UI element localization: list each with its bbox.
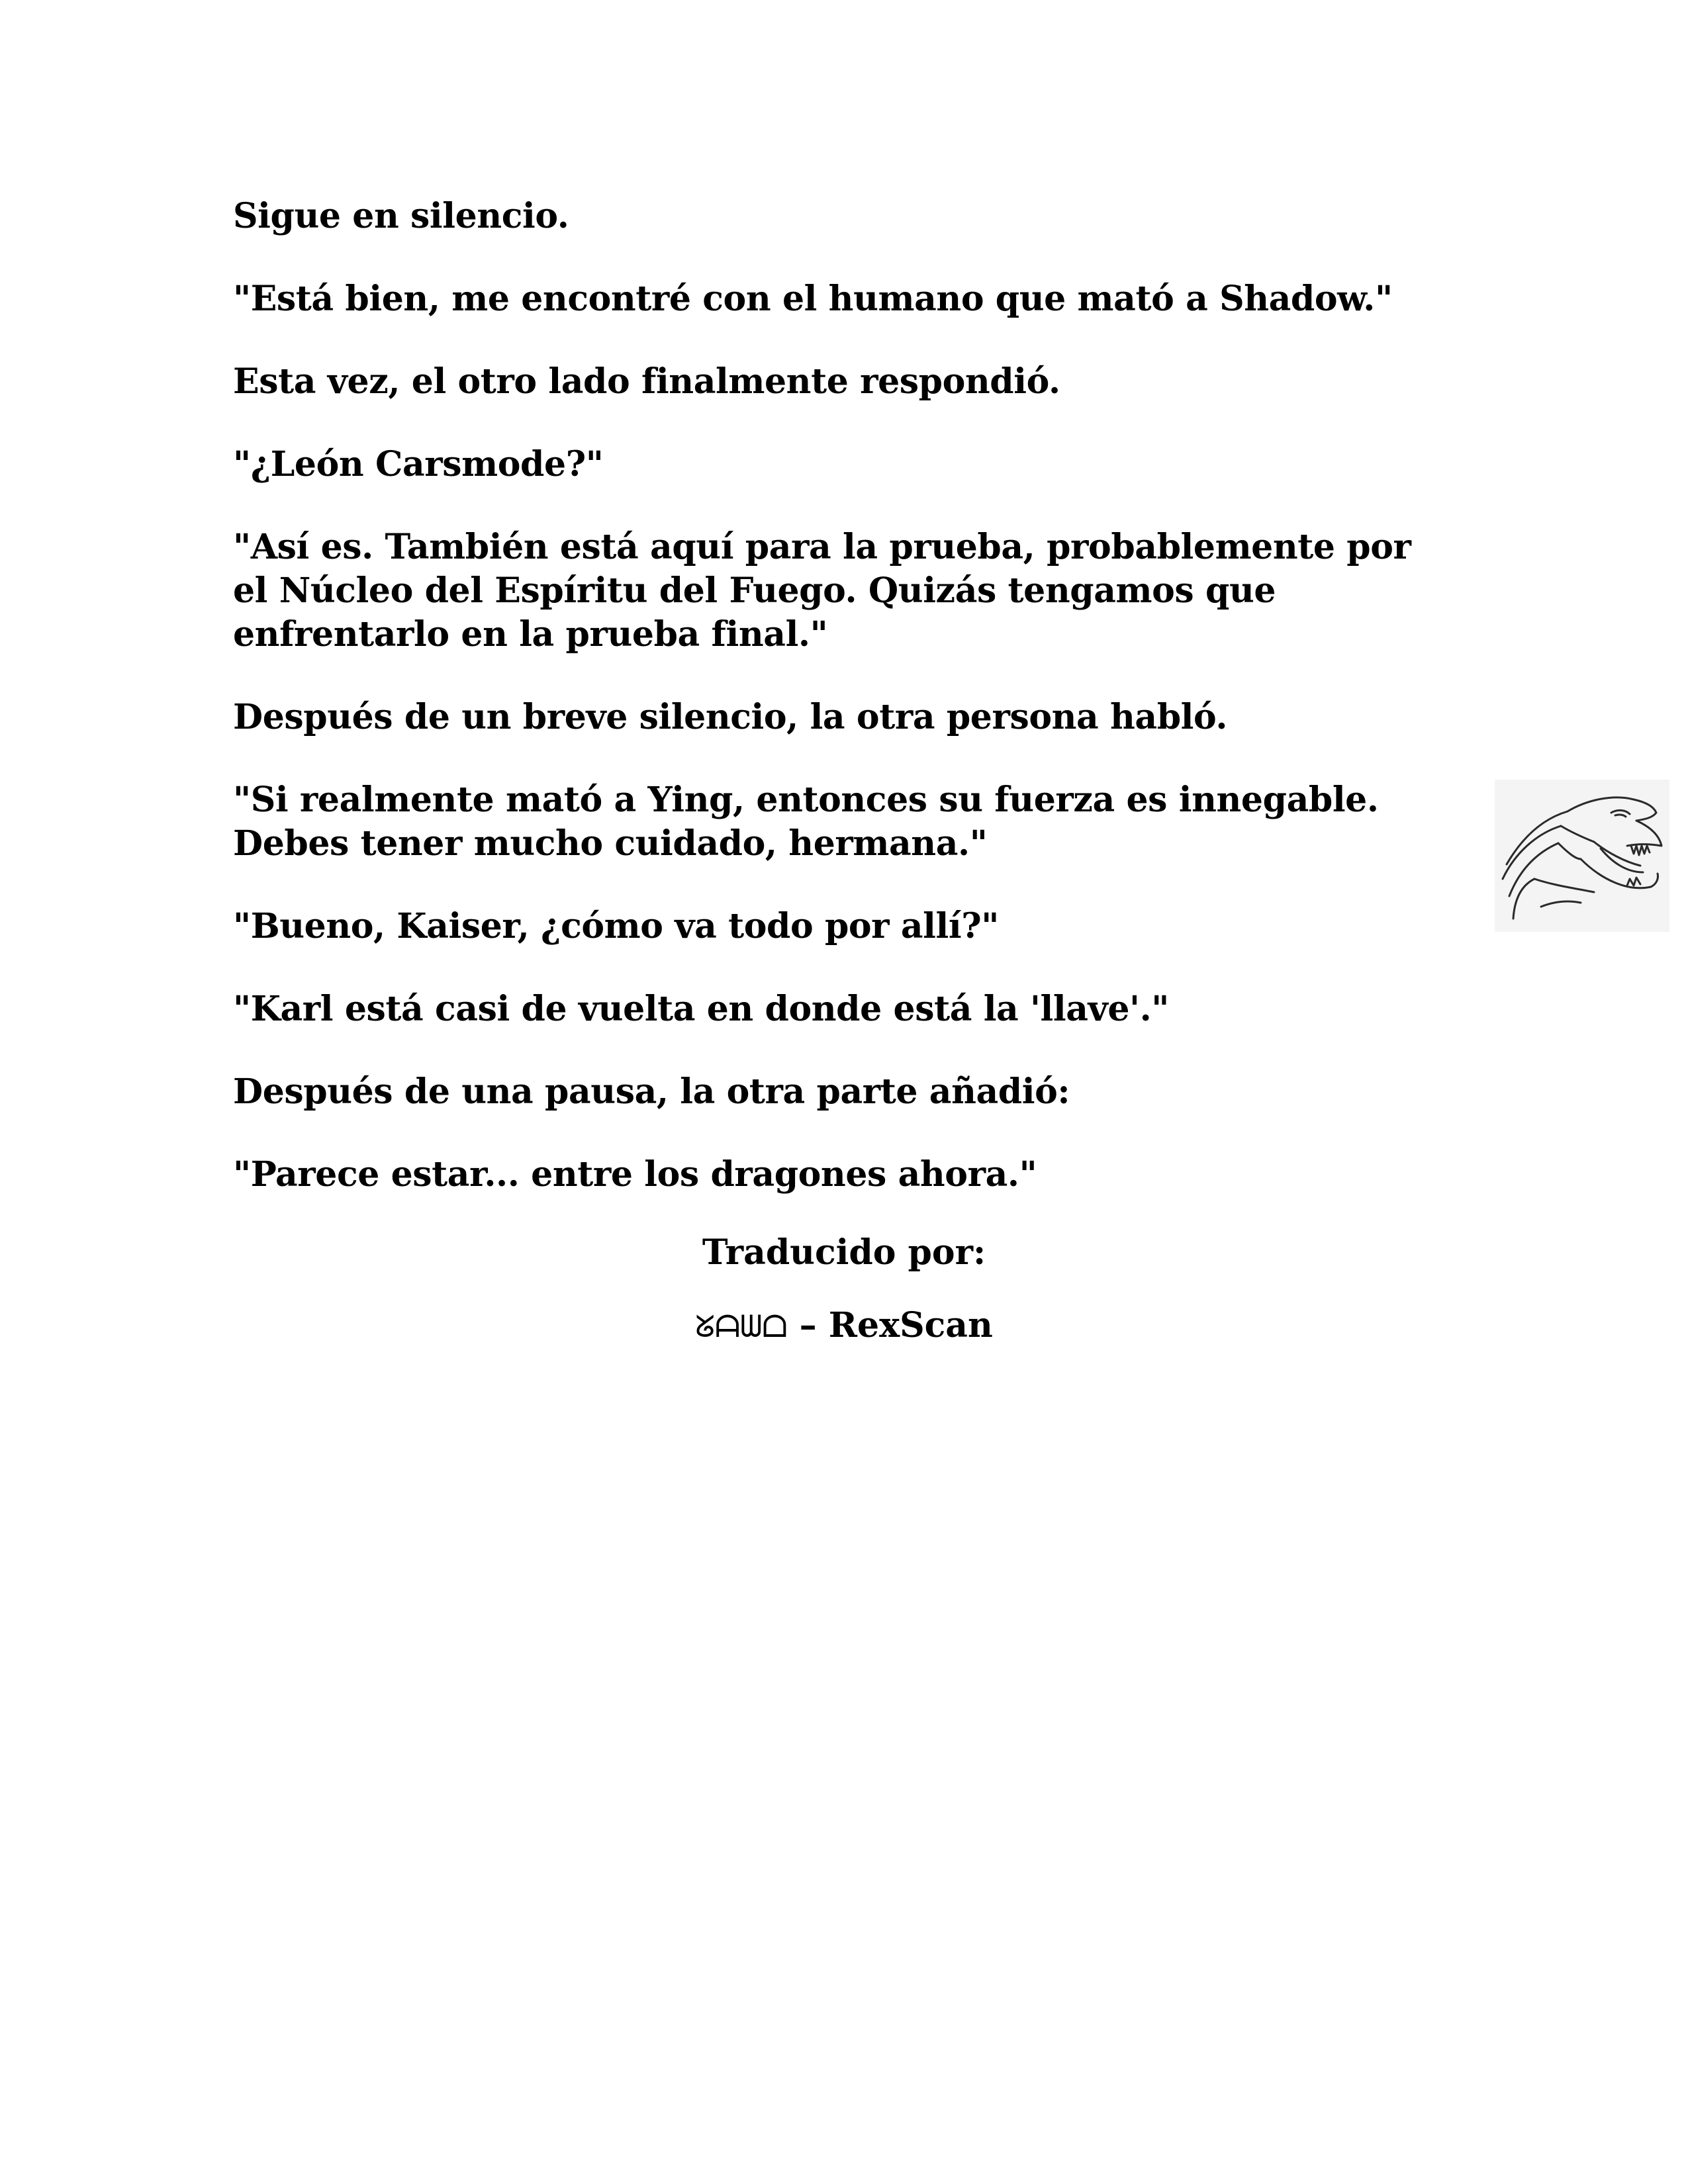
paragraph: "Parece estar... entre los dragones ahora." [233, 1154, 1037, 1195]
translation-credits [0, 1231, 1688, 1348]
scan-group-name: RexScan [828, 1305, 993, 1345]
paragraph: "Está bien, me encontré con el humano que mató a Shadow." [233, 279, 1393, 319]
credits-line [0, 1304, 1688, 1348]
document-body [233, 195, 1491, 1236]
paragraph: "Bueno, Kaiser, ¿cómo va todo por allí?" [233, 906, 999, 946]
paragraph: "Si realmente mató a Ying, entonces su fuerza es innegable. Debes tener mucho cuidado, hermana." [233, 780, 1379, 864]
paragraph: Esta vez, el otro lado finalmente respondió. [233, 361, 1060, 402]
paragraph: Después de una pausa, la otra parte añadió: [233, 1071, 1070, 1112]
paragraph: "Así es. También está aquí para la prueba, probablemente por el Núcleo del Espíritu del Fuego. Quizás tengamos que enfrentarlo en la prueba final." [233, 527, 1411, 655]
dinosaur-head-sketch-icon [1495, 780, 1669, 932]
paragraph: "¿León Carsmode?" [233, 444, 604, 484]
translator-name: ᘜᗩᗯᗝ [695, 1308, 788, 1344]
credits-separator: – [787, 1305, 829, 1345]
paragraph: Sigue en silencio. [233, 196, 569, 236]
paragraph: "Karl está casi de vuelta en donde está la 'llave'." [233, 989, 1169, 1029]
paragraph: Después de un breve silencio, la otra persona habló. [233, 697, 1228, 737]
credits-label: Traducido por: [702, 1232, 986, 1273]
